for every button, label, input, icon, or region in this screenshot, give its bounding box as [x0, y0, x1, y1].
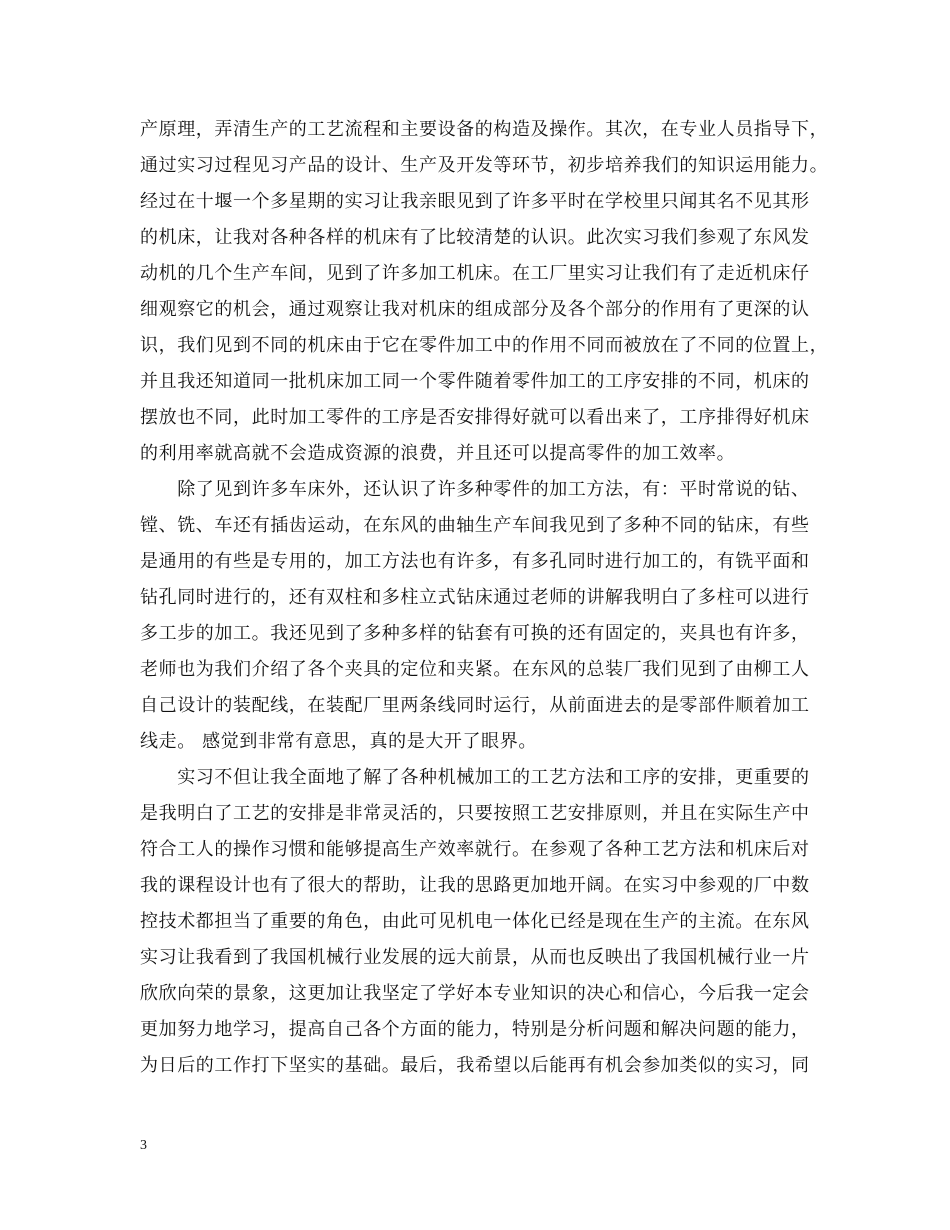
- text-line: 镗、铣、车还有插齿运动，在东风的曲轴生产车间我见到了多种不同的钻床，有些: [140, 515, 810, 536]
- text-line: 欣欣向荣的景象，这更加让我坚定了学好本专业知识的决心和信心，今后我一定会: [140, 983, 810, 1004]
- text-line: 钻孔同时进行的，还有双柱和多柱立式钻床通过老师的讲解我明白了多柱可以进行: [140, 587, 810, 608]
- text-line: 老师也为我们介绍了各个夹具的定位和夹紧。在东风的总装厂我们见到了由柳工人: [140, 659, 810, 680]
- text-line: 细观察它的机会，通过观察让我对机床的组成部分及各个部分的作用有了更深的认: [140, 299, 810, 320]
- text-line: 摆放也不同，此时加工零件的工序是否安排得好就可以看出来了，工序排得好机床: [140, 407, 810, 428]
- text-line: 产原理，弄清生产的工艺流程和主要设备的构造及操作。其次，在专业人员指导下，: [140, 119, 829, 140]
- text-line: 动机的几个生产车间，见到了许多加工机床。在工厂里实习让我们有了走近机床仔: [140, 263, 810, 284]
- text-line: 的机床，让我对各种各样的机床有了比较清楚的认识。此次实习我们参观了东风发: [140, 227, 810, 248]
- page-number: 3: [140, 1138, 147, 1153]
- text-line: 我的课程设计也有了很大的帮助，让我的思路更加地开阔。在实习中参观的厂中数: [140, 875, 810, 896]
- text-line: 控技术都担当了重要的角色，由此可见机电一体化已经是现在生产的主流。在东风: [140, 911, 810, 932]
- text-line: 实习不但让我全面地了解了各种机械加工的工艺方法和工序的安排，更重要的: [140, 767, 810, 788]
- text-line: 除了见到许多车床外，还认识了许多种零件的加工方法，有：平时常说的钻、: [140, 479, 810, 500]
- text-line: 自己设计的装配线，在装配厂里两条线同时运行，从前面进去的是零部件顺着加工: [140, 695, 810, 716]
- body-text: [140, 112, 829, 1084]
- text-line: 经过在十堰一个多星期的实习让我亲眼见到了许多平时在学校里只闻其名不见其形: [140, 191, 810, 212]
- text-line: 符合工人的操作习惯和能够提高生产效率就行。在参观了各种工艺方法和机床后对: [140, 839, 810, 860]
- text-line: 多工步的加工。我还见到了多种多样的钻套有可换的还有固定的，夹具也有许多，: [140, 623, 810, 644]
- text-line: 的利用率就高就不会造成资源的浪费，并且还可以提高零件的加工效率。: [140, 443, 736, 464]
- text-line: 识，我们见到不同的机床由于它在零件加工中的作用不同而被放在了不同的位置上，: [140, 335, 829, 356]
- text-line: 是我明白了工艺的安排是非常灵活的，只要按照工艺安排原则，并且在实际生产中: [140, 803, 810, 824]
- text-line: 并且我还知道同一批机床加工同一个零件随着零件加工的工序安排的不同，机床的: [140, 371, 810, 392]
- text-line: 实习让我看到了我国机械行业发展的远大前景，从而也反映出了我国机械行业一片: [140, 947, 810, 968]
- text-line: 是通用的有些是专用的，加工方法也有许多，有多孔同时进行加工的，有铣平面和: [140, 551, 810, 572]
- text-line: 更加努力地学习，提高自己各个方面的能力，特别是分析问题和解决问题的能力，: [140, 1019, 810, 1040]
- text-line: 为日后的工作打下坚实的基础。最后，我希望以后能再有机会参加类似的实习，同: [140, 1055, 810, 1076]
- text-line: 线走。 感觉到非常有意思，真的是大开了眼界。: [140, 731, 537, 752]
- text-line: 通过实习过程见习产品的设计、生产及开发等环节，初步培养我们的知识运用能力。: [140, 155, 829, 176]
